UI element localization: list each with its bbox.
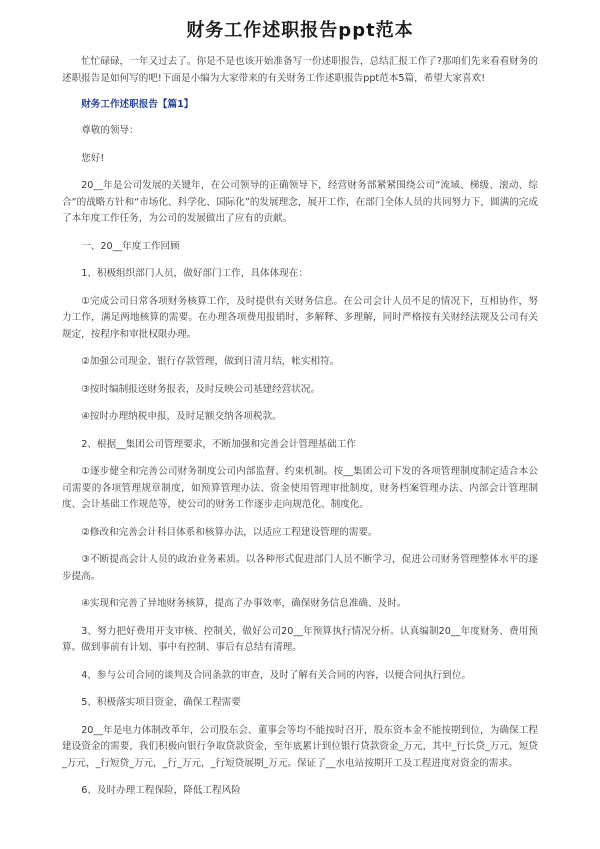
body-paragraph: 20__年是公司发展的关键年，在公司领导的正确领导下，经营财务部紧紧围绕公司“流域、梯级、滚动、综合”的战略方针和“市场化、科学化、国际化”的发展理念，展开工作，在部门全体人员的共同努力下，圆满的完成了本年度工作任务，为公司的发展做出了应有的贡献。	[62, 180, 538, 224]
body-paragraph: 2、根据__集团公司管理要求，不断加强和完善会计管理基础工作	[81, 438, 356, 450]
body-paragraph: ③不断提高会计人员的政治业务素质。以各种形式促进部门人员不断学习，促进公司财务管理整体水平的逐步提高。	[62, 554, 538, 582]
body-paragraph: 您好!	[81, 152, 105, 164]
body-paragraph: 3、努力把好费用开支审核、控制关，做好公司20__年预算执行情况分析。认真编制20__年度财务、费用预算。做到事前有计划、事中有控制、事后有总结有清理。	[62, 625, 538, 653]
document-body	[62, 123, 538, 800]
body-paragraph: ④实现和完善了异地财务核算，提高了办事效率，确保财务信息准确、及时。	[81, 598, 407, 609]
body-paragraph: ②加强公司现金、银行存款管理，做到日清月结，帐实相符。	[81, 356, 340, 367]
body-paragraph: ②修改和完善会计科目体系和核算办法，以适应工程建设管理的需要。	[81, 526, 378, 538]
body-paragraph: 6、及时办理工程保险，降低工程风险	[81, 785, 241, 796]
body-paragraph: 5、积极落实项目资金，确保工程需要	[81, 697, 241, 708]
body-paragraph: ①完成公司日常各项财务核算工作，及时提供有关财务信息。在公司会计人员不足的情况下，互相协作，努力工作，满足两地核算的需要。在办理各项费用报销时，多解释、多理解，同时严格按有关财经法规及公司有关规定，按程序和审批权限办理。	[62, 295, 538, 340]
body-paragraph: 4、参与公司合同的谈判及合同条款的审查，及时了解有关合同的内容，以便合同执行到位。	[81, 669, 472, 681]
body-paragraph: 20__年是电力体制改革年，公司股东会、董事会等均不能按时召开，股东资本金不能按期到位，为确保工程建设资金的需要，我们积极向银行争取贷款资金，至年底累计到位银行贷款资金_万元，其中_行长贷_万元，短贷_万元，_行短贷_万元，_行_万元，_行短贷展期_万元。保证了__水电站按期开工及工程进度对资金的需求。	[62, 724, 538, 769]
body-paragraph: ①逐步健全和完善公司财务制度公司内部监督、约束机制。按__集团公司下发的各项管理制度制定适合本公司需要的各项管理规章制度，如预算管理办法、资金使用管理审批制度，财务档案管理办法、内部会计管理制度、会计基础工作规范等，使公司的财务工作逐步走向规范化、制度化。	[62, 466, 538, 510]
body-paragraph: 1、积极组织部门人员，做好部门工作，具体体现在：	[81, 268, 308, 279]
body-paragraph: ③按时编制报送财务报表，及时反映公司基建经营状况。	[81, 383, 321, 395]
section-heading: 财务工作述职报告【篇1】	[81, 99, 194, 110]
body-paragraph: 尊敬的领导：	[81, 125, 139, 136]
body-paragraph: ④按时办理纳税申报，及时足额交纳各项税款。	[81, 411, 282, 422]
document-title: 财务工作述职报告ppt范本	[186, 20, 414, 41]
intro-paragraph: 忙忙碌碌，一年又过去了。你是不是也该开始准备写一份述职报告，总结汇报工作了?那咱们先来看看财务的述职报告是如何写的吧!下面是小编为大家带来的有关财务工作述职报告ppt范本5篇，希望大家喜欢!	[62, 56, 538, 84]
body-paragraph: 一、20__年度工作回顾	[81, 240, 180, 252]
